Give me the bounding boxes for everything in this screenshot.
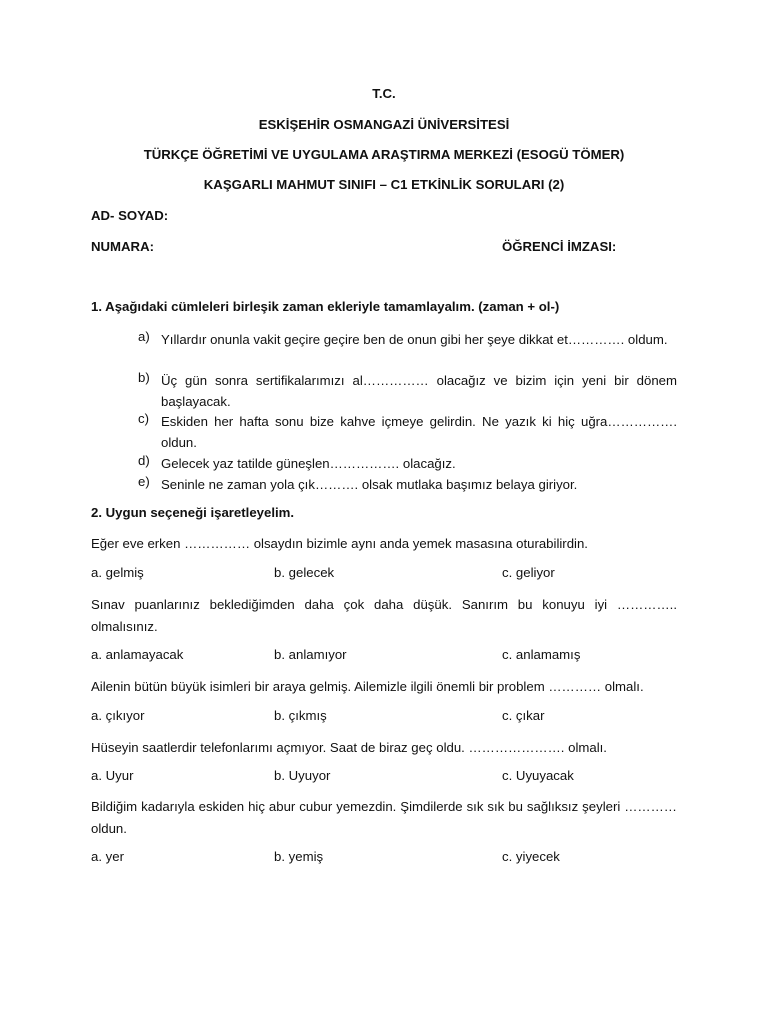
option-a[interactable]: a. anlamayacak <box>91 647 184 662</box>
section1-title: 1. Aşağıdaki cümleleri birleşik zaman ekleriyle tamamlayalım. (zaman + ol-) <box>91 299 560 314</box>
option-a[interactable]: a. çıkıyor <box>91 708 145 723</box>
item-text: Yıllardır onunla vakit geçire geçire ben de onun gibi her şeye dikkat et…………. oldum. <box>161 332 668 347</box>
option-c[interactable]: c. anlamamış <box>502 647 581 662</box>
option-b[interactable]: b. Uyuyor <box>274 768 331 783</box>
option-b[interactable]: b. yemiş <box>274 849 324 864</box>
option-b[interactable]: b. anlamıyor <box>274 647 347 662</box>
option-b[interactable]: b. çıkmış <box>274 708 327 723</box>
question-text: Hüseyin saatlerdir telefonlarımı açmıyor. Saat de biraz geç oldu. …………………. olmalı. <box>91 740 607 755</box>
number-label: NUMARA: <box>91 239 154 254</box>
question-text: Ailenin bütün büyük isimleri bir araya gelmiş. Ailemizle ilgili önemli bir problem ………… olmalı. <box>91 679 644 694</box>
header-class-title: KAŞGARLI MAHMUT SINIFI – C1 ETKİNLİK SORULARI (2) <box>203 177 565 192</box>
question-text: Sınav puanlarınız beklediğimden daha çok daha düşük. Sanırım bu konuyu iyi ………….. olmalısınız. <box>91 597 677 634</box>
header-center: TÜRKÇE ÖĞRETİMİ VE UYGULAMA ARAŞTIRMA MERKEZİ (ESOGÜ TÖMER) <box>143 147 625 162</box>
header-tc: T.C. <box>372 86 396 101</box>
option-c[interactable]: c. geliyor <box>502 565 555 580</box>
item-text: Eskiden her hafta sonu bize kahve içmeye gelirdin. Ne yazık ki hiç uğra……………. oldun. <box>161 414 677 450</box>
item-text: Gelecek yaz tatilde güneşlen……………. olacağız. <box>161 456 456 471</box>
item-label: b) <box>138 370 150 385</box>
signature-label: ÖĞRENCİ İMZASI: <box>502 239 617 254</box>
option-c[interactable]: c. Uyuyacak <box>502 768 574 783</box>
option-a[interactable]: a. gelmiş <box>91 565 144 580</box>
header-university: ESKİŞEHİR OSMANGAZİ ÜNİVERSİTESİ <box>258 117 510 132</box>
section2-title: 2. Uygun seçeneği işaretleyelim. <box>91 505 295 520</box>
option-a[interactable]: a. Uyur <box>91 768 134 783</box>
option-c[interactable]: c. yiyecek <box>502 849 560 864</box>
option-a[interactable]: a. yer <box>91 849 124 864</box>
option-b[interactable]: b. gelecek <box>274 565 335 580</box>
option-c[interactable]: c. çıkar <box>502 708 545 723</box>
item-label: d) <box>138 453 150 468</box>
item-text: Seninle ne zaman yola çık………. olsak mutlaka başımız belaya giriyor. <box>161 477 578 492</box>
item-label: a) <box>138 329 150 344</box>
question-text: Bildiğim kadarıyla eskiden hiç abur cubur yemezdin. Şimdilerde sık sık bu sağlıksız şeyleri ………… oldun. <box>91 799 677 836</box>
item-text: Üç gün sonra sertifikalarımızı al…………… olacağız ve bizim için yeni bir dönem başlayacak. <box>161 373 677 409</box>
question-text: Eğer eve erken …………… olsaydın bizimle aynı anda yemek masasına oturabilirdin. <box>91 536 588 551</box>
name-label: AD- SOYAD: <box>91 208 169 223</box>
item-label: e) <box>138 474 150 489</box>
item-label: c) <box>138 411 149 426</box>
